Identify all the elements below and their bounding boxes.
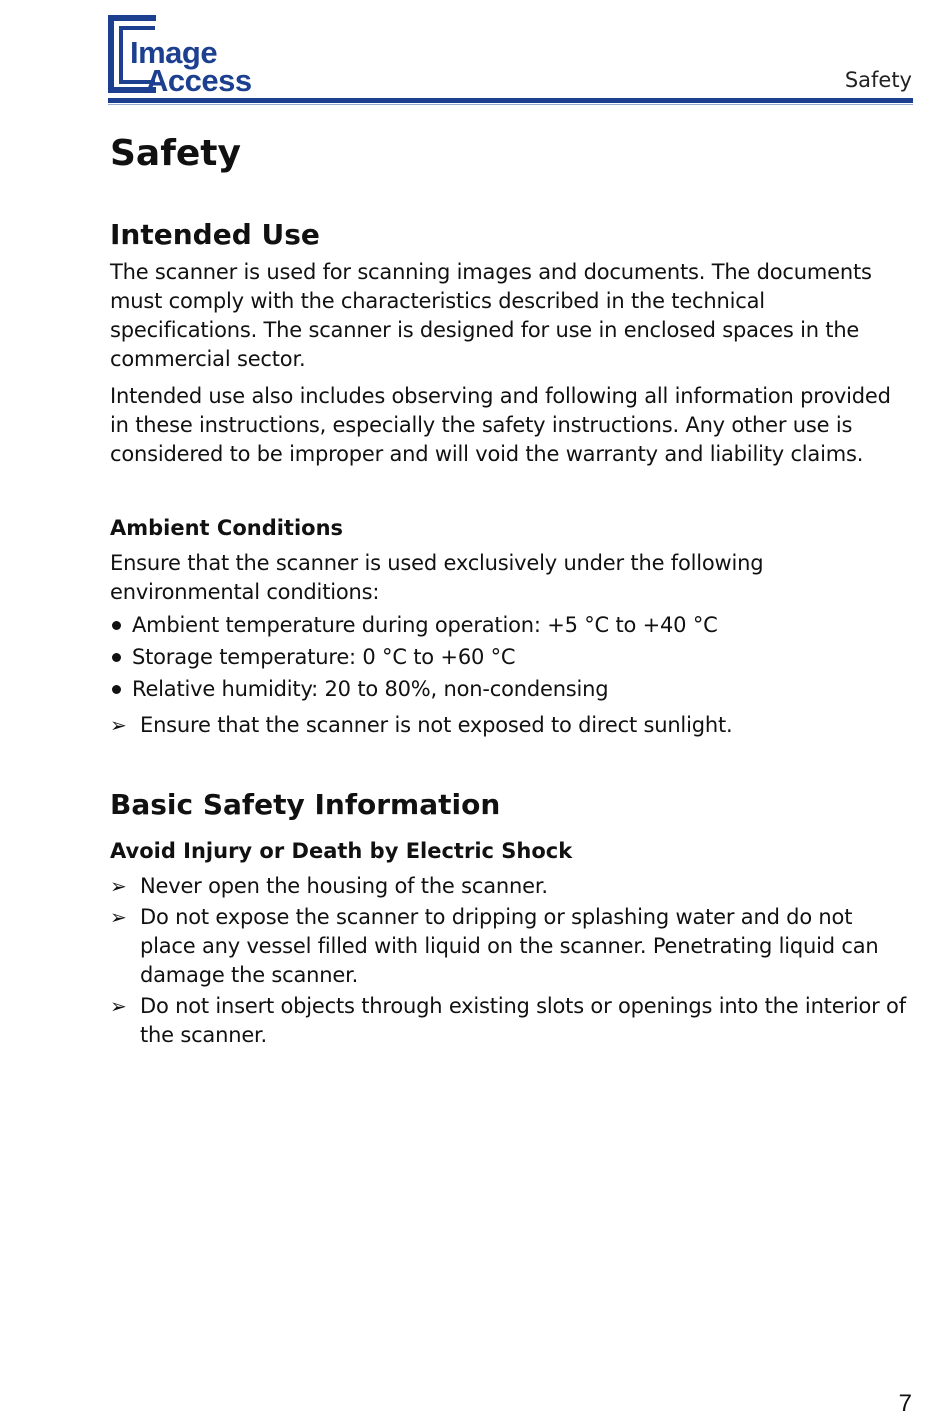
section-intended-use — [110, 216, 910, 469]
ambient-conditions-heading: Ambient Conditions — [110, 516, 344, 540]
ambient-instructions — [110, 711, 910, 740]
electric-shock-instructions — [110, 872, 910, 1050]
section-ambient-conditions — [110, 513, 910, 740]
electric-shock-subheading: Avoid Injury or Death by Electric Shock — [110, 839, 573, 863]
running-head: Safety — [844, 68, 912, 92]
list-item: Ambient temperature during operation: +5 °C to +40 °C — [110, 609, 910, 641]
instruction-item: ➢ Never open the housing of the scanner. — [110, 872, 910, 901]
logo-word-access: Access — [146, 63, 252, 98]
list-item: Storage temperature: 0 °C to +60 °C — [110, 641, 910, 673]
intended-use-paragraph-2: Intended use also includes observing and following all information provided in these instructions, especially the safety instructions. Any other use is considered to be improper and will void the warranty and liability claims. — [110, 384, 891, 466]
header-rule — [108, 98, 913, 103]
intended-use-heading: Intended Use — [110, 218, 320, 251]
bullet-icon — [112, 685, 121, 694]
basic-safety-heading: Basic Safety Information — [110, 788, 501, 821]
arrow-bullet-icon: ➢ — [110, 713, 127, 737]
logo-word-image: Image — [130, 35, 218, 70]
arrow-bullet-icon: ➢ — [110, 874, 127, 898]
bullet-icon — [112, 653, 121, 662]
intended-use-paragraph-1: The scanner is used for scanning images and documents. The documents must comply with the characteristics described in the technical specifications. The scanner is designed for use in enclosed spaces in the commercial sector. — [110, 260, 872, 371]
ambient-conditions-list — [110, 609, 910, 705]
page-content — [110, 128, 910, 1052]
page-number: 7 — [898, 1390, 912, 1417]
ambient-conditions-intro: Ensure that the scanner is used exclusively under the following environmental conditions: — [110, 551, 764, 604]
header-rule-thin — [108, 104, 913, 105]
instruction-item: ➢ Do not insert objects through existing slots or openings into the interior of the scanner. — [110, 994, 906, 1047]
instruction-item: ➢ Ensure that the scanner is not exposed to direct sunlight. — [110, 711, 910, 740]
bullet-icon — [112, 621, 121, 630]
instruction-item: ➢ Do not expose the scanner to dripping or splashing water and do not place any vessel filled with liquid on the scanner. Penetrating liquid can damage the scanner. — [110, 905, 879, 987]
arrow-bullet-icon: ➢ — [110, 905, 127, 929]
company-logo — [108, 15, 268, 99]
section-basic-safety — [110, 786, 910, 1050]
arrow-bullet-icon: ➢ — [110, 994, 127, 1018]
page-title: Safety — [110, 133, 241, 174]
list-item: Relative humidity: 20 to 80%, non-condensing — [110, 673, 910, 705]
